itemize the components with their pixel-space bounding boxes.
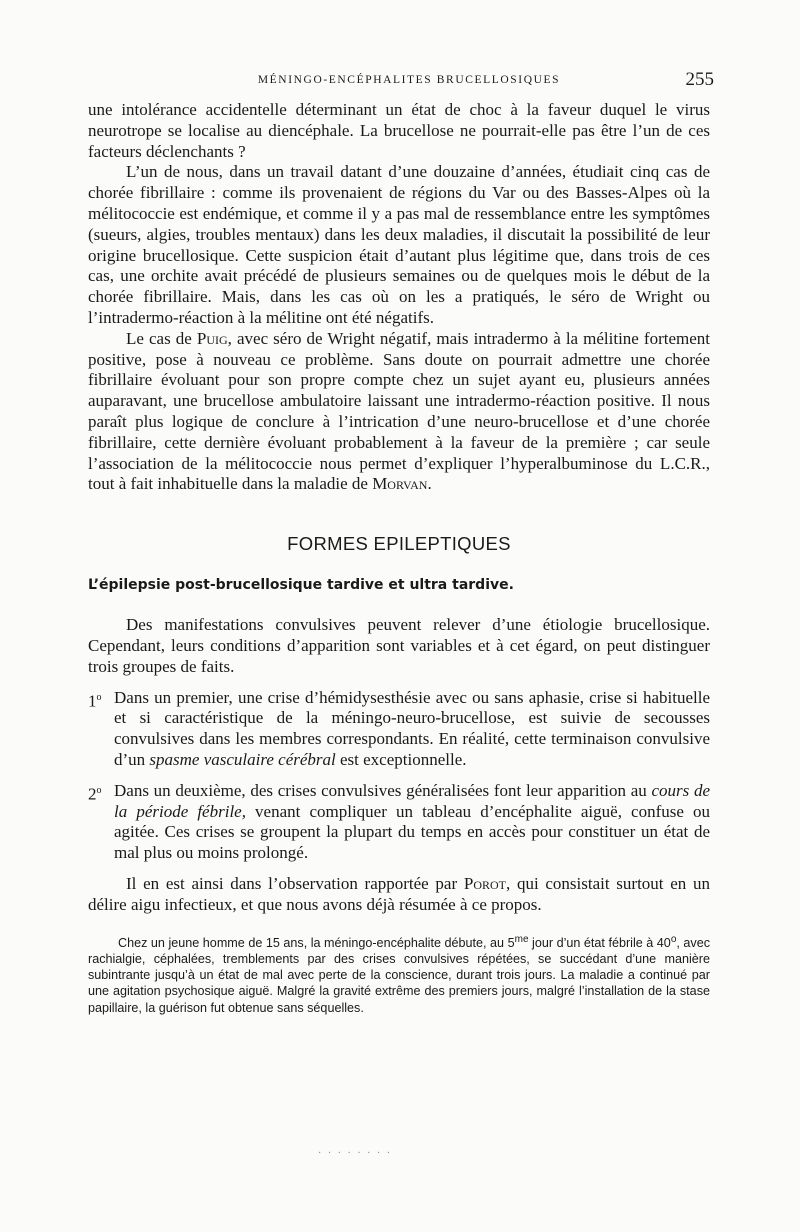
paragraph-3: [88, 329, 710, 495]
list-text-2: [114, 781, 710, 864]
list-item-1: [88, 688, 710, 771]
paragraph-3-mid: , avec séro de Wright négatif, mais intradermo à la mélitine fortement positive, pose à nouveau ce problème. Sans doute on pourrait admettre une chorée fibrillaire évoluant pour son propre compte chez un sujet ayant eu, plusieurs années auparavant, une brucellose ambulatoire laissant une intradermo-réaction positive. Il nous paraît plus logique de conclure à l’intrication d’une neuro-brucellose et d’une chorée fibrillaire, cette dernière évoluant probablement à la faveur de la première ; car seule l’association de la mélitococcie nous permet d’expliquer l’hyperalbuminose du L.C.R., tout à fait inhabituelle dans la maladie de: [88, 328, 710, 494]
list-number-1-digit: 1: [88, 691, 97, 711]
decorative-dots: · · · · · · · ·: [318, 1148, 393, 1159]
author-name-morvan: Morvan: [372, 474, 428, 494]
closing-paragraph: [88, 874, 710, 916]
note-sup-2: o: [670, 933, 677, 945]
list-text-1-start: Dans un premier, une crise d’hémidysesthésie avec ou sans aphasie, crise si habituelle et si caractéristique de la méningo-neuro-brucellose, est suivie de secousses convulsives dans les membres correspondants. En réalité, cette terminaison convulsive d’un: [114, 687, 710, 769]
list-text-1-italic: spasme vasculaire cérébral: [149, 749, 336, 769]
list-number-2: [88, 781, 114, 864]
list-number-2-digit: 2: [88, 784, 97, 804]
running-head: [88, 69, 714, 100]
section-title: FORMES EPILEPTIQUES: [287, 533, 511, 555]
closing-start: Il en est ainsi dans l’observation rapportée par: [126, 873, 464, 893]
author-name-puig: Puig: [196, 328, 228, 348]
list-item-2: [88, 781, 710, 864]
list-number-1-sup: o: [96, 691, 102, 703]
list-number-1: [88, 688, 114, 771]
subsection-title: L’épilepsie post-brucellosique tardive et ultra tardive.: [88, 577, 514, 594]
paragraph-2: L’un de nous, dans un travail datant d’une douzaine d’années, étudiait cinq cas de chorée fibrillaire : comme ils provenaient de régions du Var ou des Basses-Alpes où la mélitococcie est endémique, et comme il y a pas mal de ressemblance entre les symptômes (sueurs, algies, troubles mentaux) dans les deux maladies, il discutait la possibilité de leur origine brucellosique. Cette suspicion était d’autant plus légitime que, dans trois de ces cas, une orchite avait précédé de plusieurs semaines ou de quelques mois le début de la chorée fibrillaire. Mais, dans les cas où on les a pratiqués, le séro de Wright ou l’intradermo-réaction à la mélitine ont été négatifs.: [88, 162, 710, 327]
note-end: , avec rachialgie, céphalées, tremblements par des crises convulsives répétées, se succédant d’une manière subintrante jusqu’à un état de mal avec perte de la conscience, durant trois jours. La maladie a continué par une agitation psychosique aiguë. Malgré la gravité extrême des premiers jours, malgré l’installation de la stase papillaire, la guérison fut obtenue sans séquelles.: [88, 935, 711, 1015]
running-title: MÉNINGO-ENCÉPHALITES BRUCELLOSIQUES: [257, 74, 561, 86]
list-text-2-end: venant compliquer un tableau d’encéphalite aiguë, confuse ou agitée. Ces crises se groupent la plupart du temps en accès pour constituer un état de mal plus ou moins prolongé.: [114, 801, 711, 863]
page-number: 255: [685, 69, 714, 90]
note-start: Chez un jeune homme de 15 ans, la méningo-encéphalite débute, au 5: [118, 935, 515, 950]
note-sup-1: me: [514, 933, 529, 945]
author-name-porot: Porot: [463, 873, 506, 893]
paragraph-1: une intolérance accidentelle déterminant un état de choc à la faveur duquel le virus neurotrope se localise au diencéphale. La brucellose ne pourrait-elle pas être l’un de ces facteurs déclenchants ?: [88, 100, 710, 161]
section-intro: Des manifestations convulsives peuvent relever d’une étiologie brucellosique. Cependant, leurs conditions d’apparition sont variables et à cet égard, on peut distinguer trois groupes de faits.: [88, 615, 710, 676]
list-text-2-italic: cours de la période fébrile,: [114, 780, 710, 821]
list-number-2-sup: o: [96, 784, 102, 796]
closing-end: , qui consistait surtout en un délire aigu infectieux, et que nous avons déjà résumée à ce propos.: [88, 873, 710, 914]
paragraph-3-end: .: [427, 474, 432, 494]
page: [88, 69, 714, 1016]
case-note: [88, 932, 710, 1016]
list-text-2-start: Dans un deuxième, des crises convulsives généralisées font leur apparition au: [114, 780, 652, 800]
paragraph-3-start: Le cas de: [126, 328, 197, 348]
list-text-1: [114, 688, 710, 771]
note-mid: jour d’un état fébrile à 40: [528, 935, 671, 950]
list-text-1-end: est exceptionnelle.: [335, 749, 467, 769]
